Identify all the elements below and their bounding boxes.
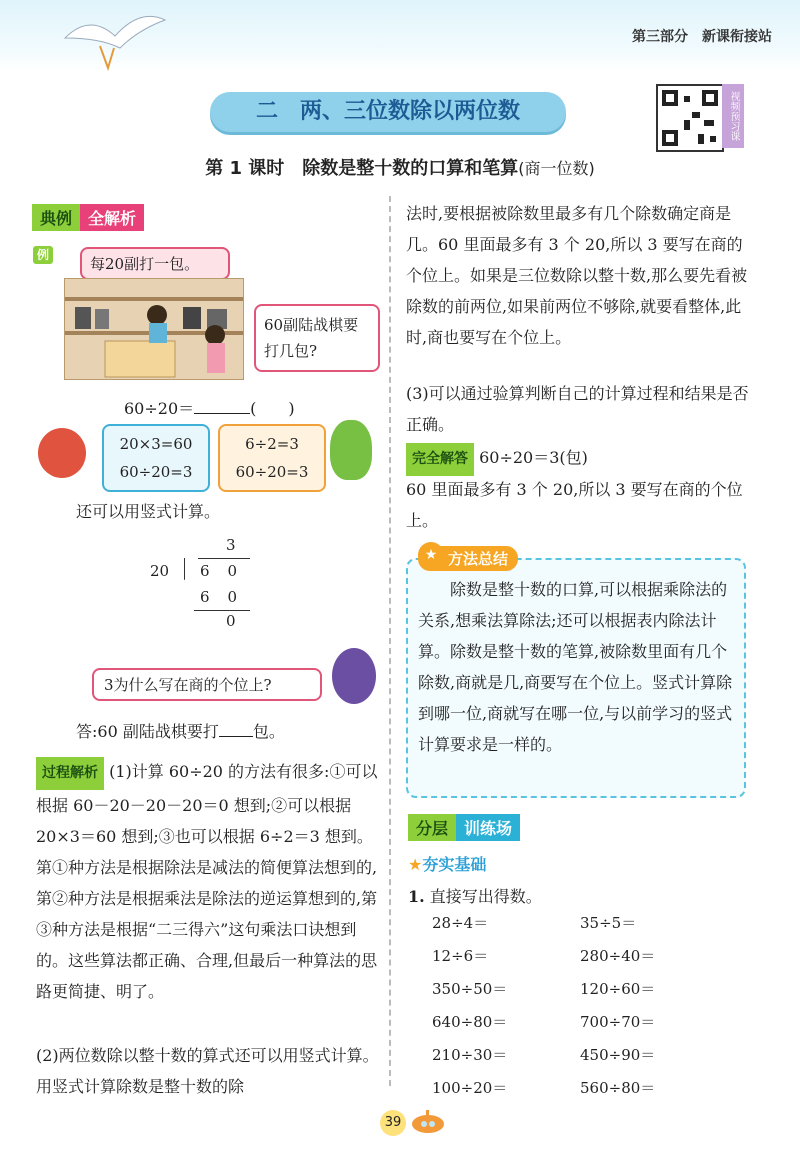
star-icon: ★	[408, 855, 423, 874]
qr-label: 视频预习课	[722, 84, 744, 148]
shop-illustration	[65, 279, 243, 379]
question-1	[408, 884, 542, 907]
method-tag: 方法总结	[418, 546, 518, 571]
math-item[interactable]: 560÷80＝	[580, 1079, 656, 1097]
math-item[interactable]: 640÷80＝	[432, 1013, 508, 1031]
example-badge: 例	[33, 246, 53, 264]
example-section-tag	[32, 204, 144, 231]
long-division	[150, 536, 256, 632]
method-box-multiplication	[102, 424, 210, 492]
question-number: 1.	[408, 887, 425, 906]
solution-line	[406, 442, 751, 476]
analysis-p2-cont: 法时,要根据被除数里最多有几个除数确定商是几。60 里面最多有 3 个 20,所以 3 要写在商的个位上。如果是三位数除以整十数,那么要先看被除数的前两位,如果前两位不够除,就要看整体,此时,商也要写在个位上。	[406, 204, 748, 347]
equation-paren[interactable]: ( )	[250, 399, 295, 418]
answer-prefix: 答:60 副陆战棋要打	[76, 722, 219, 741]
question-text: 直接写出得数。	[429, 887, 542, 906]
header-section: 第三部分	[632, 29, 688, 45]
practice-section-tag	[408, 814, 520, 841]
math-item[interactable]: 120÷60＝	[580, 980, 656, 998]
math-item[interactable]: 35÷5＝	[580, 914, 637, 932]
tomato-character-icon	[38, 428, 86, 478]
analysis-p1-text: (1)计算 60÷20 的方法有很多:①可以根据 60－20－20－20＝0 想到;②可以根据 20×3＝60 想到;③也可以根据 6÷2＝3 想到。第①种方法是根据除法是减法的简便算法想到的,第②种方法是根据乘法是除法的逆运算想到的,第③种方法是根据“二三得六”这句乘法口诀想到的。这些算法都正确、合理,但最后一种算法的思路更简捷、明了。	[36, 762, 378, 1001]
practice-tag-part2: 训练场	[456, 814, 520, 841]
analysis-p2: (2)两位数除以整十数的算式还可以用竖式计算。用竖式计算除数是整十数的除	[36, 1046, 379, 1096]
lesson-title-main: 第 1 课时 除数是整十数的口算和笔算	[205, 158, 519, 179]
solution-tag: 完全解答	[406, 443, 474, 476]
bubble-pack: 每20副打一包。	[80, 247, 230, 280]
submarine-icon	[410, 1108, 446, 1136]
ld-product: 60	[200, 588, 256, 606]
practice-subhead	[408, 852, 486, 875]
box-orange-line1: 6÷2=3	[245, 435, 299, 453]
chapter-title: 二 两、三位数除以两位数	[210, 92, 566, 132]
star-badge-icon: ★	[418, 542, 444, 568]
math-item[interactable]: 12÷6＝	[432, 947, 489, 965]
shop-scene-illustration	[64, 278, 244, 380]
header-name: 新课衔接站	[702, 29, 772, 45]
math-item[interactable]: 280÷40＝	[580, 947, 656, 965]
analysis-tag: 过程解析	[36, 757, 104, 790]
method-box-table	[218, 424, 326, 492]
eggplant-character-icon	[332, 648, 376, 704]
box-orange-line2: 60÷20=3	[235, 463, 309, 481]
ld-dividend: 60	[200, 562, 256, 580]
qr-code[interactable]	[656, 84, 724, 152]
equation-text: 60÷20＝	[124, 399, 195, 418]
page-number: 39	[380, 1110, 406, 1136]
box-blue-line2: 60÷20=3	[119, 463, 193, 481]
solution-text: 60 里面最多有 3 个 20,所以 3 要写在商的个位上。	[406, 480, 743, 530]
math-item[interactable]: 450÷90＝	[580, 1046, 656, 1064]
ld-vinculum	[198, 558, 250, 559]
header-section-label	[618, 26, 772, 46]
vertical-intro: 还可以用竖式计算。	[76, 502, 221, 521]
ld-subtract-line	[194, 610, 250, 611]
analysis-p1	[36, 756, 381, 1007]
qr-pattern-icon	[658, 86, 722, 150]
answer-blank[interactable]	[219, 722, 253, 737]
answer-line	[76, 716, 285, 747]
answer-suffix: 包。	[252, 722, 285, 741]
column-divider	[389, 196, 391, 1086]
example-equation	[124, 396, 295, 419]
box-blue-line1: 20×3=60	[119, 435, 193, 453]
math-item[interactable]: 700÷70＝	[580, 1013, 656, 1031]
ld-quotient: 3	[226, 536, 236, 554]
math-item[interactable]: 350÷50＝	[432, 980, 508, 998]
lesson-title	[0, 154, 800, 180]
lesson-subtitle: (商一位数)	[518, 159, 595, 178]
practice-subhead-text: 夯实基础	[422, 855, 487, 874]
math-item[interactable]: 28÷4＝	[432, 914, 489, 932]
pepper-character-icon	[330, 420, 372, 480]
method-text: 除数是整十数的口算,可以根据乘除法的关系,想乘法算除法;还可以根据表内除法计算。除数是整十数的笔算,被除数里面有几个除数,商就是几,商要写在个位上。竖式计算除到哪一位,商就写在哪一位,与以前学习的竖式计算要求是一样的。	[418, 580, 733, 754]
practice-tag-part1: 分层	[408, 814, 456, 841]
solution-equation: 60÷20＝3(包)	[479, 448, 588, 467]
ld-remainder: 0	[226, 612, 236, 630]
bubble-question: 60副陆战棋要打几包?	[254, 304, 380, 372]
bubble-why: 3为什么写在商的个位上?	[92, 668, 322, 701]
example-tag-part2: 全解析	[80, 204, 144, 231]
analysis-p3: (3)可以通过验算判断自己的计算过程和结果是否正确。	[406, 384, 749, 434]
example-tag-part1: 典例	[32, 204, 80, 231]
ld-divisor: 20	[150, 562, 170, 580]
seagull-illustration	[60, 8, 170, 72]
math-item[interactable]: 210÷30＝	[432, 1046, 508, 1064]
equation-blank[interactable]	[194, 399, 250, 414]
math-item[interactable]: 100÷20＝	[432, 1079, 508, 1097]
ld-bracket	[184, 558, 185, 580]
